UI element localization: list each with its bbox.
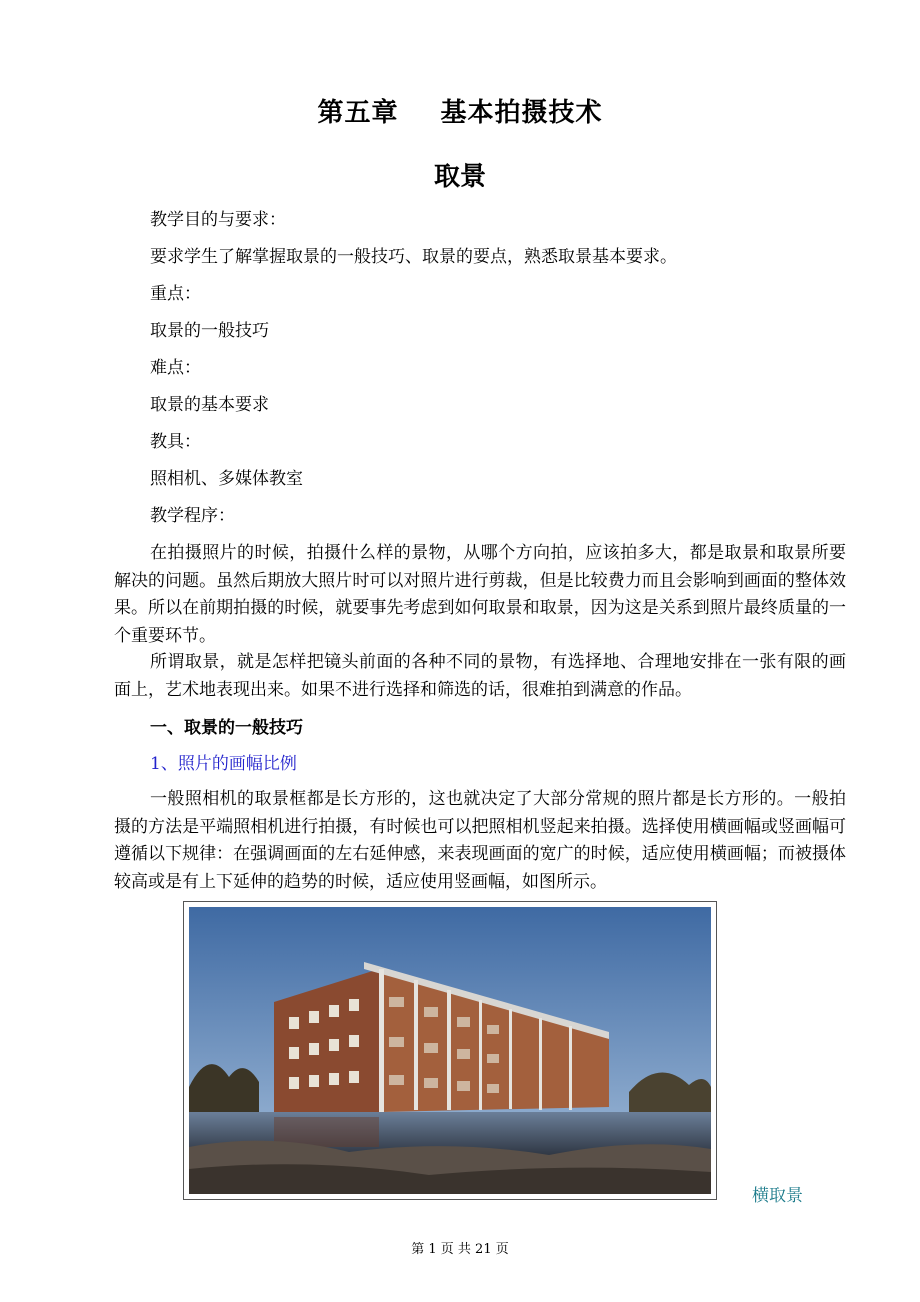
key-label: 重点： bbox=[150, 284, 201, 304]
subsection-heading: 1、照片的画幅比例 bbox=[150, 754, 297, 774]
chapter-number: 第五章 bbox=[317, 98, 399, 128]
landscape-photo bbox=[183, 901, 717, 1200]
paragraph-1: 在拍摄照片的时候，拍摄什么样的景物，从哪个方向拍，应该拍多大，都是取景和取景所要解决的问题。虽然后期放大照片时可以对照片进行剪裁，但是比较费力而且会影响到画面的整体效果。所以在前期拍摄的时候，就要事先考虑到如何取景和取景，因为这是关系到照片最终质量的一个重要环节。 bbox=[114, 543, 846, 646]
goal-label: 教学目的与要求： bbox=[150, 210, 286, 230]
paragraph-2: 所谓取景，就是怎样把镜头前面的各种不同的景物，有选择地、合理地安排在一张有限的画面上，艺术地表现出来。如果不进行选择和筛选的话，很难拍到满意的作品。 bbox=[114, 652, 846, 700]
tools-label: 教具： bbox=[150, 432, 201, 452]
difficulty-text: 取景的基本要求 bbox=[150, 395, 269, 415]
paragraph-3: 一般照相机的取景框都是长方形的，这也就决定了大部分常规的照片都是长方形的。一般拍摄的方法是平端照相机进行拍摄，有时候也可以把照相机竖起来拍摄。选择使用横画幅或竖画幅可遵循以下规律：在强调画面的左右延伸感，来表现画面的宽广的时候，适应使用横画幅；而被摄体较高或是有上下延伸的趋势的时候，适应使用竖画幅，如图所示。 bbox=[114, 789, 846, 892]
page-footer: 第 1 页 共 21 页 bbox=[411, 1242, 509, 1257]
building-photo-image bbox=[189, 907, 711, 1194]
chapter-title bbox=[0, 92, 920, 129]
section-title: 取景 bbox=[433, 162, 486, 192]
difficulty-label: 难点： bbox=[150, 358, 201, 378]
key-text: 取景的一般技巧 bbox=[150, 321, 269, 341]
chapter-name: 基本拍摄技术 bbox=[440, 98, 603, 128]
figure-caption: 横取景 bbox=[752, 1186, 803, 1206]
tools-text: 照相机、多媒体教室 bbox=[150, 469, 303, 489]
section-heading: 一、取景的一般技巧 bbox=[150, 718, 303, 738]
goal-text: 要求学生了解掌握取景的一般技巧、取景的要点，熟悉取景基本要求。 bbox=[150, 247, 677, 267]
procedure-label: 教学程序： bbox=[150, 506, 235, 526]
